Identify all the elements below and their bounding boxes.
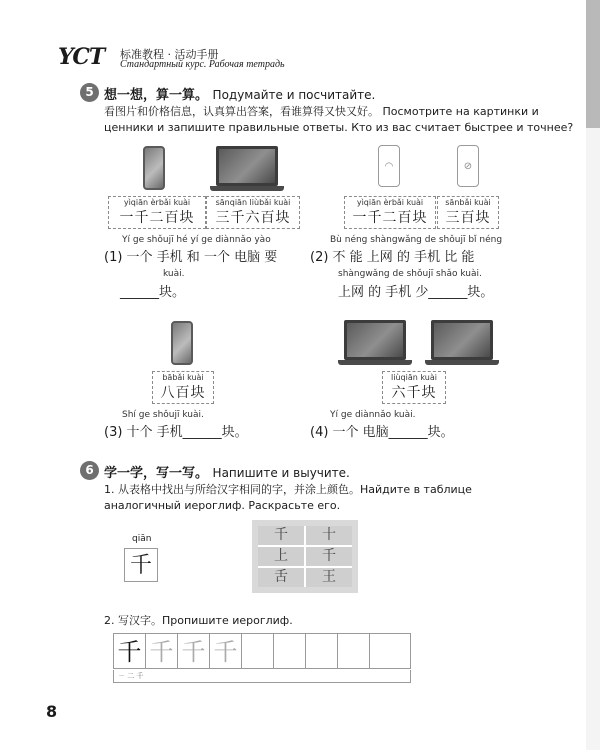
practice-cell[interactable]	[337, 633, 369, 669]
exercise-6-task-2: 2. 写汉字。Пропишите иероглиф.	[104, 614, 293, 627]
q1-pinyin-2: kuài.	[163, 269, 185, 279]
price-tag-basic-phone: sānbǎi kuài 三百块	[437, 196, 499, 229]
practice-cell[interactable]: 千	[145, 633, 177, 669]
scrollbar-thumb[interactable]	[586, 0, 600, 128]
practice-cell[interactable]: 千	[209, 633, 241, 669]
q1-answer-blank[interactable]: ______块。	[120, 285, 186, 300]
price-tag-q4: liùqiān kuài 六千块	[382, 371, 446, 404]
exercise-5-instruction-zh: 看图片和价格信息，认真算出答案，看谁算得又快又好。	[104, 105, 379, 118]
laptop-image	[210, 146, 284, 194]
practice-cell[interactable]	[273, 633, 305, 669]
practice-cell[interactable]: 千	[113, 633, 145, 669]
practice-cell[interactable]	[241, 633, 273, 669]
page-number: 8	[46, 702, 58, 721]
table-cell[interactable]: 千	[306, 547, 352, 566]
char-pinyin: qiān	[132, 534, 152, 544]
table-cell[interactable]: 上	[258, 547, 304, 566]
table-cell[interactable]: 舌	[258, 568, 304, 587]
practice-cell[interactable]	[305, 633, 337, 669]
table-cell[interactable]: 王	[306, 568, 352, 587]
character-table	[252, 520, 358, 593]
exercise-5-instruction-ru: Посмотрите на картинки и ценники и запишите правильные ответы. Кто из вас считает быстрее и точнее?	[104, 105, 574, 134]
price-tag-q3: bābǎi kuài 八百块	[152, 371, 214, 404]
laptop-image-2	[338, 320, 412, 368]
practice-cell[interactable]	[369, 633, 411, 669]
q2-pinyin-1: Bù néng shàngwǎng de shǒujī bǐ néng	[330, 235, 503, 245]
exercise-5-badge: 5	[80, 83, 99, 102]
header-title-ru: Стандартный курс. Рабочая тетрадь	[120, 59, 285, 70]
exercise-5-title	[104, 84, 375, 103]
no-wifi-icon: ⊘	[463, 160, 473, 172]
q2-pinyin-2: shàngwǎng de shǒujī shǎo kuài.	[338, 269, 482, 279]
q1-sentence-1: (1) 一个 手机 和 一个 电脑 要	[104, 250, 278, 265]
q2-answer-blank[interactable]: 上网 的 手机 少______块。	[338, 285, 494, 300]
wifi-phone-image	[378, 145, 400, 187]
practice-cell[interactable]: 千	[177, 633, 209, 669]
phone-image-2	[171, 321, 193, 365]
yct-logo: YCT	[58, 44, 105, 70]
q4-pinyin: Yí ge diànnǎo kuài.	[330, 410, 416, 420]
header-title-zh: 标准教程 · 活动手册	[120, 48, 219, 61]
exercise-6-title-zh: 学一学，写一写。	[104, 466, 209, 481]
wifi-icon: ◠	[384, 160, 394, 172]
laptop-image-3	[425, 320, 499, 368]
price-tag-wifi-phone: yìqiān èrbǎi kuài 一千二百块	[344, 196, 436, 229]
price-tag-laptop: sānqiān liùbǎi kuài 三千六百块	[206, 196, 300, 229]
q3-pinyin: Shí ge shǒujī kuài.	[122, 410, 204, 420]
table-cell[interactable]: 十	[306, 526, 352, 545]
q4-answer-blank[interactable]: (4) 一个 电脑______块。	[310, 425, 454, 440]
price-tag-phone: yìqiān èrbǎi kuài 一千二百块	[108, 196, 206, 229]
table-cell[interactable]: 千	[258, 526, 304, 545]
q1-pinyin-1: Yí ge shǒujī hé yí ge diànnǎo yào	[122, 235, 271, 245]
phone-image	[143, 146, 165, 190]
exercise-5-title-zh: 想一想，算一算。	[104, 88, 209, 103]
stroke-order: ㄧ 二 千	[113, 670, 411, 683]
exercise-5-instruction	[104, 104, 574, 136]
target-character: 千	[124, 548, 158, 582]
exercise-6-task-1: 1. 从表格中找出与所给汉字相同的字，并涂上颜色。Найдите в таблице аналогичный иероглиф. Раскрасьте его.	[104, 483, 472, 512]
exercise-5-title-ru: Подумайте и посчитайте.	[212, 88, 376, 102]
exercise-6-title-ru: Напишите и выучите.	[212, 466, 350, 480]
q2-sentence-1: (2) 不 能 上网 的 手机 比 能	[310, 250, 475, 265]
q3-answer-blank[interactable]: (3) 十个 手机______块。	[104, 425, 248, 440]
exercise-6-title	[104, 462, 350, 481]
no-wifi-phone-image	[457, 145, 479, 187]
exercise-6-badge: 6	[80, 461, 99, 480]
